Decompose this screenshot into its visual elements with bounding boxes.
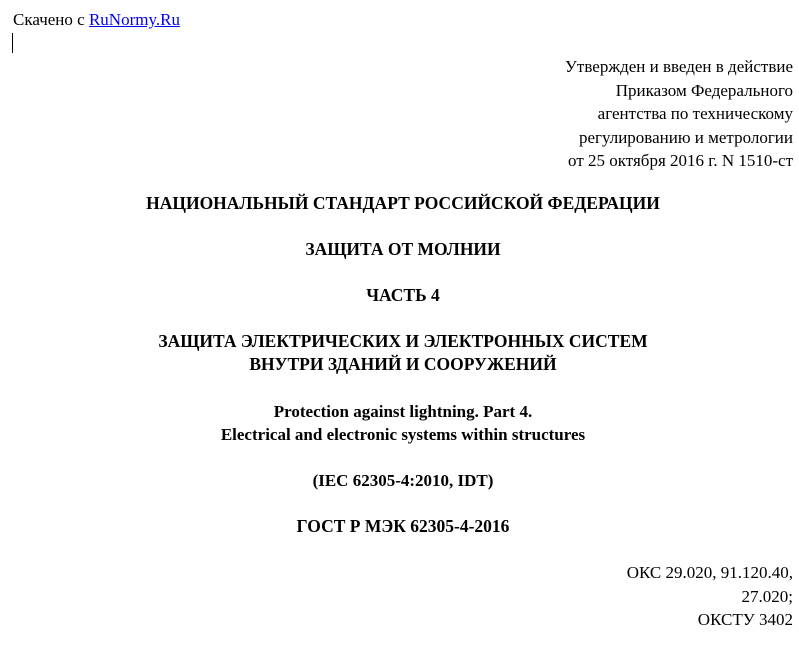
document-title: ЗАЩИТА ОТ МОЛНИИ <box>305 239 501 259</box>
subject-heading <box>0 330 799 376</box>
english-title <box>0 400 799 446</box>
approval-line: регулированию и метрологии <box>578 127 793 147</box>
approval-line: агентства по техническому <box>597 104 793 123</box>
classification-line: 27.020; <box>741 586 793 606</box>
source-line <box>13 9 180 31</box>
iec-reference: (IEC 62305-4:2010, IDT) <box>312 471 494 490</box>
part-number-heading: ЧАСТЬ 4 <box>366 285 440 305</box>
approval-date-line: от 25 октября 2016 г. N 1510-ст <box>568 151 793 170</box>
classification-line: ОКС 29.020, 91.120.40, <box>626 563 793 582</box>
classification-line: ОКСТУ 3402 <box>697 610 793 629</box>
runormy-link[interactable]: RuNormy.Ru <box>88 10 180 29</box>
approval-line: Утвержден и введен в действие <box>564 57 793 76</box>
standard-type-heading: НАЦИОНАЛЬНЫЙ СТАНДАРТ РОССИЙСКОЙ ФЕДЕРАЦИИ <box>146 193 660 213</box>
approval-block <box>373 55 793 173</box>
downloaded-from-label: Скачено с <box>13 10 85 29</box>
english-title-line: Protection against lightning. Part 4. <box>273 402 533 421</box>
approval-line: Приказом Федерального <box>615 80 793 100</box>
standard-designation: ГОСТ Р МЭК 62305-4-2016 <box>296 516 510 536</box>
classification-block <box>493 561 793 632</box>
subject-heading-line: ЗАЩИТА ЭЛЕКТРИЧЕСКИХ И ЭЛЕКТРОННЫХ СИСТЕМ <box>158 331 648 351</box>
english-title-line: Electrical and electronic systems within structures <box>220 425 586 444</box>
subject-heading-line: ВНУТРИ ЗДАНИЙ И СООРУЖЕНИЙ <box>249 354 557 374</box>
text-cursor <box>12 33 13 53</box>
